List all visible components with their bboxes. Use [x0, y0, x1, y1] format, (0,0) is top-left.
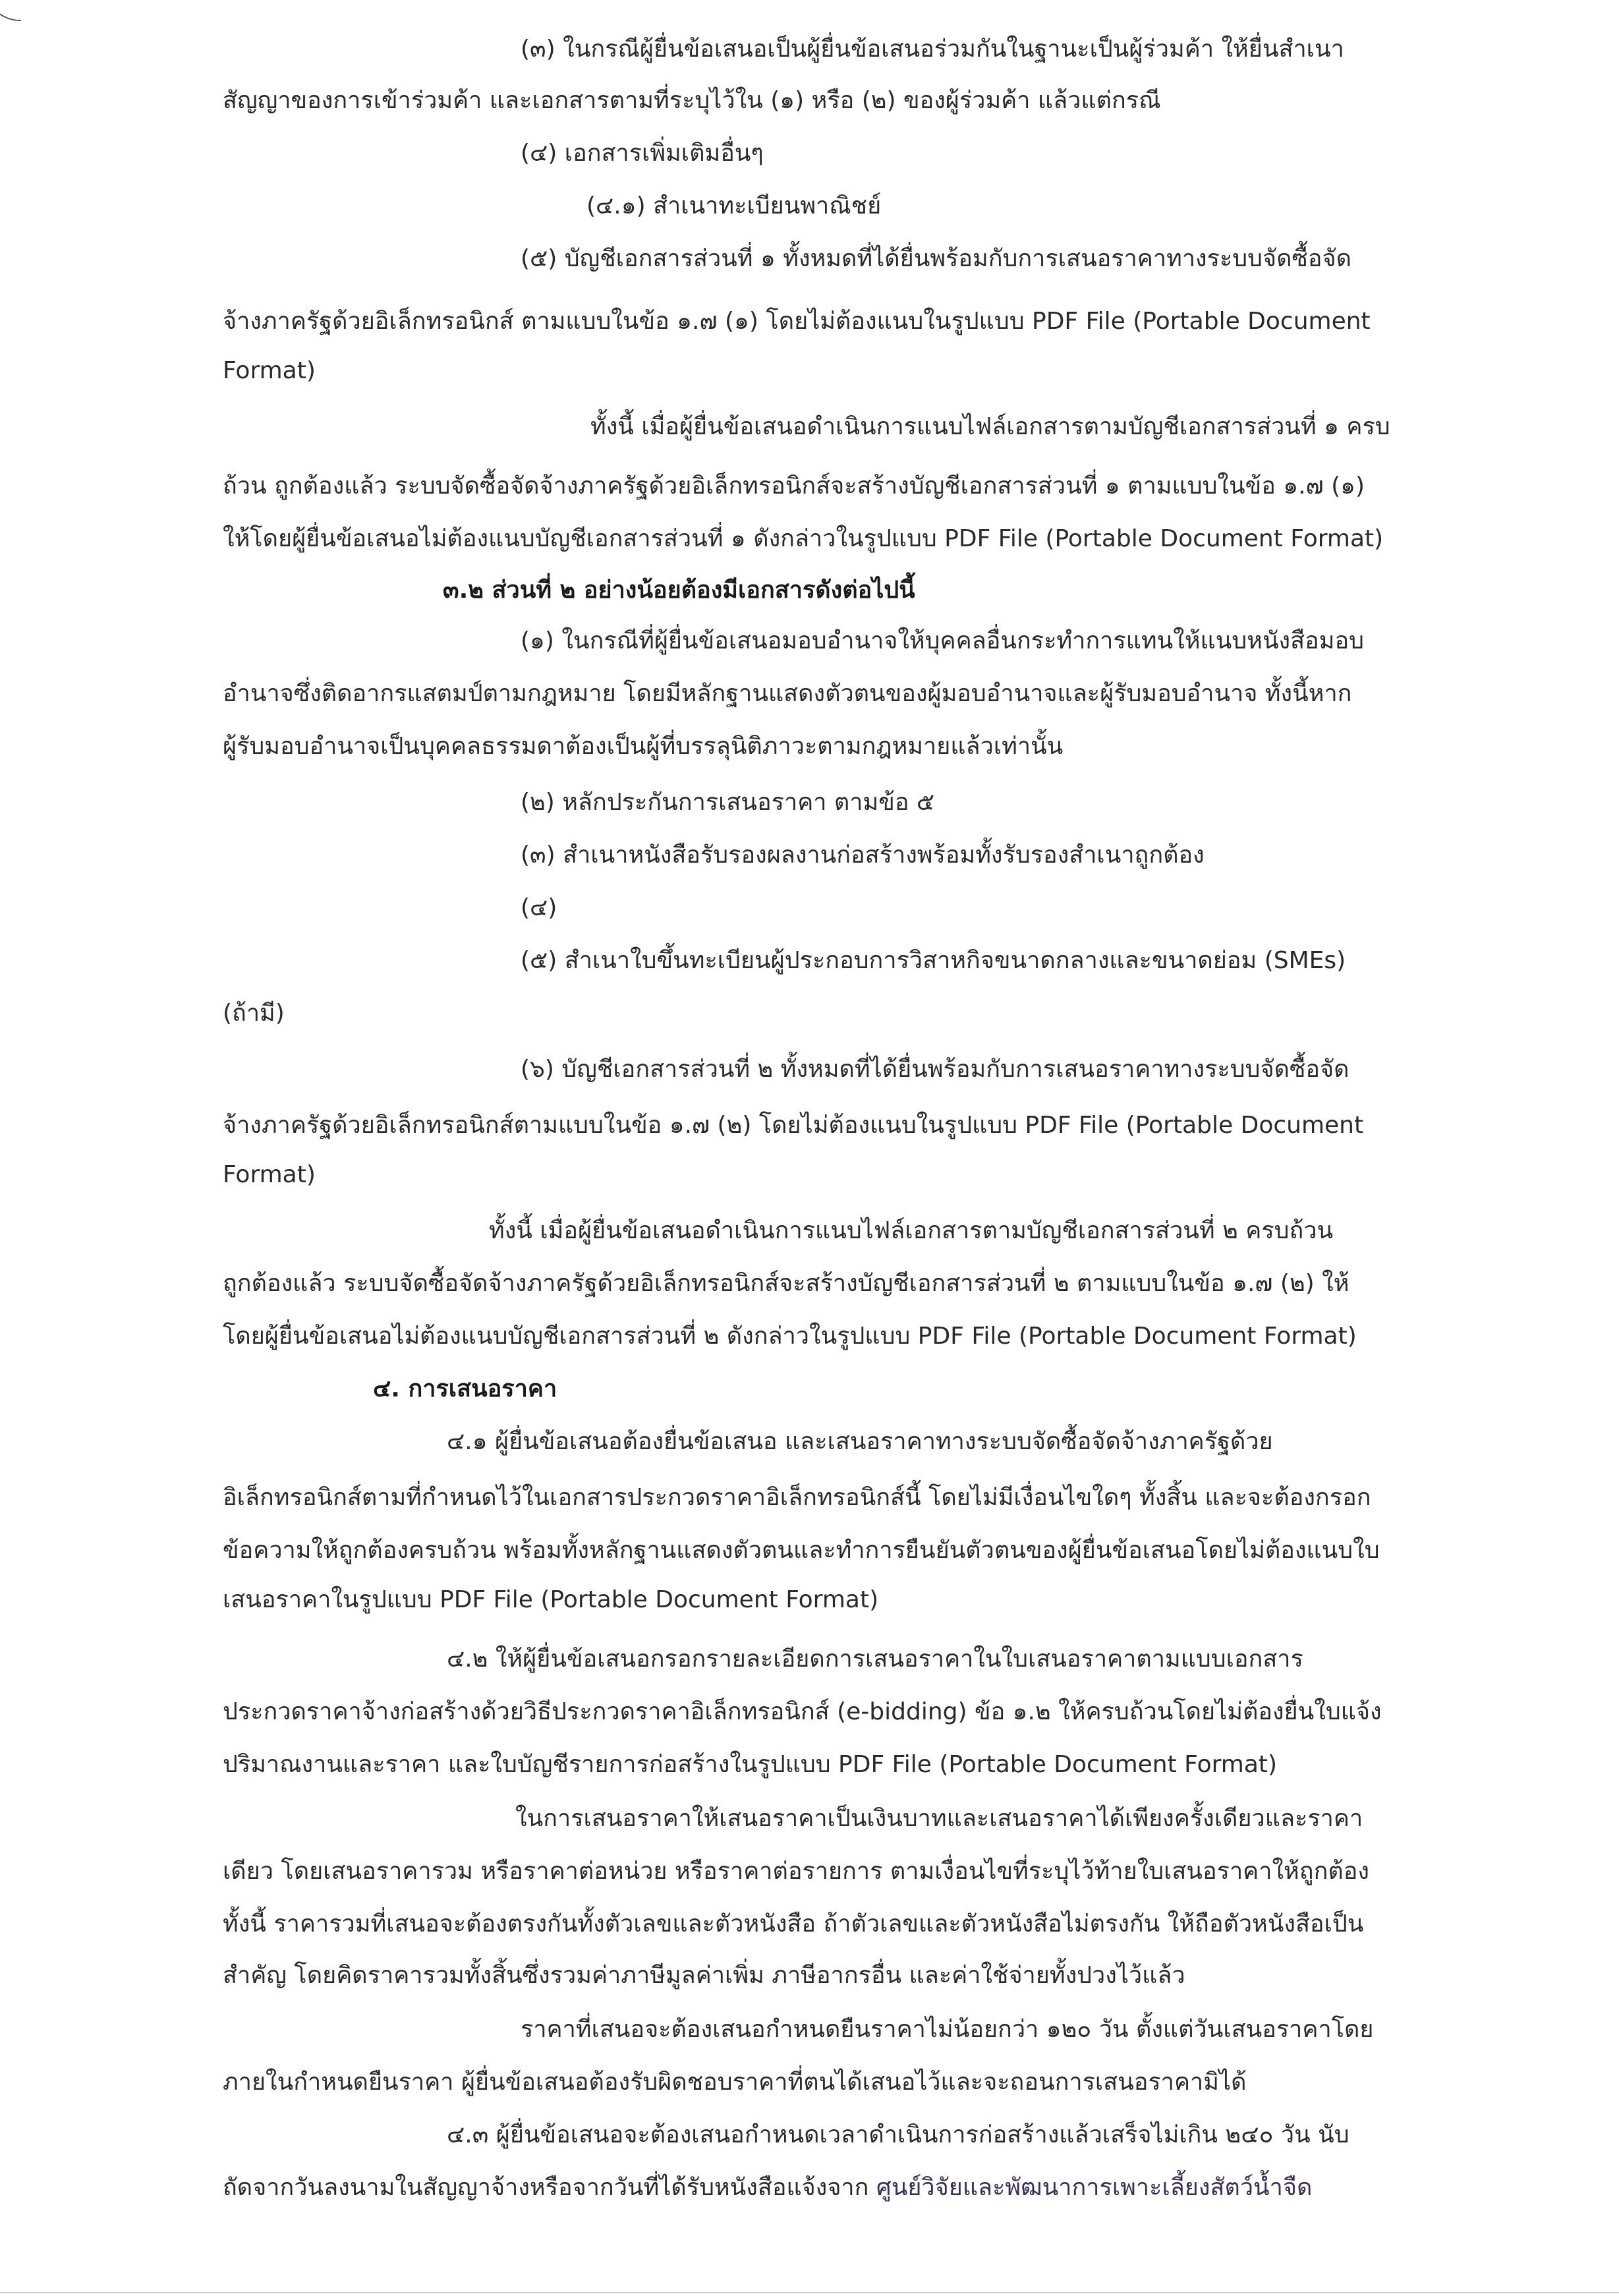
- text-line: ให้โดยผู้ยื่นข้อเสนอไม่ต้องแนบบัญชีเอกสารส่วนที่ ๑ ดังกล่าวในรูปแบบ PDF File (Portable Document Format): [223, 525, 1384, 552]
- text-line: จ้างภาครัฐด้วยอิเล็กทรอนิกส์ ตามแบบในข้อ ๑.๗ (๑) โดยไม่ต้องแนบในรูปแบบ PDF File (Portable Document: [223, 308, 1371, 335]
- text-line: อิเล็กทรอนิกส์ตามที่กำหนดไว้ในเอกสารประกวดราคาอิเล็กทรอนิกส์นี้ โดยไม่มีเงื่อนไขใดๆ ทั้งสิ้น และจะต้องกรอก: [223, 1484, 1371, 1511]
- text-line: (๔) เอกสารเพิ่มเติมอื่นๆ: [521, 140, 764, 167]
- text-line: ๔.๓ ผู้ยื่นข้อเสนอจะต้องเสนอกำหนดเวลาดำเนินการก่อสร้างแล้วเสร็จไม่เกิน ๒๔๐ วัน นับ: [447, 2121, 1349, 2148]
- scan-corner-mark: [0, 0, 21, 21]
- text-line: ในการเสนอราคาให้เสนอราคาเป็นเงินบาทและเสนอราคาได้เพียงครั้งเดียวและราคา: [515, 1805, 1363, 1832]
- text-line: ข้อความให้ถูกต้องครบถ้วน พร้อมทั้งหลักฐานแสดงตัวตนและทำการยืนยันตัวตนของผู้ยื่นข้อเสนอโดยไม่ต้องแนบใบ: [223, 1537, 1380, 1564]
- text-line: (๓) สำเนาหนังสือรับรองผลงานก่อสร้างพร้อมทั้งรับรองสำเนาถูกต้อง: [521, 842, 1205, 869]
- text-line: (๓) ในกรณีผู้ยื่นข้อเสนอเป็นผู้ยื่นข้อเสนอร่วมกันในฐานะเป็นผู้ร่วมค้า ให้ยื่นสำเนา: [521, 36, 1344, 63]
- page-bottom-edge: [0, 2292, 1619, 2293]
- text-line: โดยผู้ยื่นข้อเสนอไม่ต้องแนบบัญชีเอกสารส่วนที่ ๒ ดังกล่าวในรูปแบบ PDF File (Portable Document Format): [223, 1323, 1357, 1350]
- text-line: เสนอราคาในรูปแบบ PDF File (Portable Document Format): [223, 1586, 879, 1613]
- text-line: จ้างภาครัฐด้วยอิเล็กทรอนิกส์ตามแบบในข้อ ๑.๗ (๒) โดยไม่ต้องแนบในรูปแบบ PDF File (Portable Document: [223, 1112, 1364, 1139]
- text-line: (๖) บัญชีเอกสารส่วนที่ ๒ ทั้งหมดที่ได้ยื่นพร้อมกับการเสนอราคาทางระบบจัดซื้อจัด: [521, 1056, 1349, 1083]
- text-line: ราคาที่เสนอจะต้องเสนอกำหนดยืนราคาไม่น้อยกว่า ๑๒๐ วัน ตั้งแต่วันเสนอราคาโดย: [521, 2016, 1374, 2043]
- text-line: (๕) บัญชีเอกสารส่วนที่ ๑ ทั้งหมดที่ได้ยื่นพร้อมกับการเสนอราคาทางระบบจัดซื้อจัด: [521, 245, 1351, 272]
- text-line: (๔): [521, 894, 557, 921]
- section-heading: ๔. การเสนอราคา: [373, 1375, 557, 1402]
- text-line: ถูกต้องแล้ว ระบบจัดซื้อจัดจ้างภาครัฐด้วยอิเล็กทรอนิกส์จะสร้างบัญชีเอกสารส่วนที่ ๒ ตามแบบในข้อ ๑.๗ (๒) ให้: [223, 1270, 1349, 1297]
- text-line: ทั้งนี้ เมื่อผู้ยื่นข้อเสนอดำเนินการแนบไฟล์เอกสารตามบัญชีเอกสารส่วนที่ ๑ ครบ: [590, 413, 1390, 440]
- text-line: ผู้รับมอบอำนาจเป็นบุคคลธรรมดาต้องเป็นผู้ที่บรรลุนิติภาวะตามกฎหมายแล้วเท่านั้น: [223, 733, 1064, 760]
- text-line: (๒) หลักประกันการเสนอราคา ตามข้อ ๕: [521, 789, 935, 816]
- text-line: ถ้วน ถูกต้องแล้ว ระบบจัดซื้อจัดจ้างภาครัฐด้วยอิเล็กทรอนิกส์จะสร้างบัญชีเอกสารส่วนที่ ๑ ตามแบบในข้อ ๑.๗ (๑): [223, 473, 1365, 500]
- text-line: สัญญาของการเข้าร่วมค้า และเอกสารตามที่ระบุไว้ใน (๑) หรือ (๒) ของผู้ร่วมค้า แล้วแต่กรณี: [223, 87, 1161, 114]
- text-line: (๕) สำเนาใบขึ้นทะเบียนผู้ประกอบการวิสาหกิจขนาดกลางและขนาดย่อม (SMEs): [521, 947, 1346, 974]
- text-line: Format): [223, 357, 316, 384]
- agency-name: ศูนย์วิจัยและพัฒนาการเพาะเลี้ยงสัตว์น้ำจืด: [876, 2174, 1313, 2201]
- text-line: สำคัญ โดยคิดราคารวมทั้งสิ้นซึ่งรวมค่าภาษีมูลค่าเพิ่ม ภาษีอากรอื่น และค่าใช้จ่ายทั้งปวงไว้แล้ว: [223, 1962, 1185, 1989]
- section-heading: ๓.๒ ส่วนที่ ๒ อย่างน้อยต้องมีเอกสารดังต่อไปนี้: [443, 577, 915, 604]
- text-line: ๔.๑ ผู้ยื่นข้อเสนอต้องยื่นข้อเสนอ และเสนอราคาทางระบบจัดซื้อจัดจ้างภาครัฐด้วย: [447, 1428, 1273, 1455]
- text-line: ปริมาณงานและราคา และใบบัญชีรายการก่อสร้างในรูปแบบ PDF File (Portable Document Format): [223, 1751, 1278, 1778]
- text-segment: ถัดจากวันลงนามในสัญญาจ้างหรือจากวันที่ได้รับหนังสือแจ้งจาก: [223, 2174, 876, 2201]
- text-line: [223, 2169, 1312, 2206]
- text-line: (๑) ในกรณีที่ผู้ยื่นข้อเสนอมอบอำนาจให้บุคคลอื่นกระทำการแทนให้แนบหนังสือมอบ: [521, 627, 1364, 654]
- text-line: (ถ้ามี): [223, 1000, 285, 1027]
- text-line: Format): [223, 1161, 316, 1188]
- text-line: ทั้งนี้ เมื่อผู้ยื่นข้อเสนอดำเนินการแนบไฟล์เอกสารตามบัญชีเอกสารส่วนที่ ๒ ครบถ้วน: [489, 1217, 1334, 1244]
- text-line: (๔.๑) สำเนาทะเบียนพาณิชย์: [586, 192, 882, 219]
- text-line: ภายในกำหนดยืนราคา ผู้ยื่นข้อเสนอต้องรับผิดชอบราคาที่ตนได้เสนอไว้และจะถอนการเสนอราคามิได้: [223, 2069, 1247, 2096]
- text-line: เดียว โดยเสนอราคารวม หรือราคาต่อหน่วย หรือราคาต่อรายการ ตามเงื่อนไขที่ระบุไว้ท้ายใบเสนอราคาให้ถูกต้อง: [223, 1858, 1369, 1885]
- text-line: อำนาจซึ่งติดอากรแสตมป์ตามกฎหมาย โดยมีหลักฐานแสดงตัวตนของผู้มอบอำนาจและผู้รับมอบอำนาจ ทั้งนี้หาก: [223, 680, 1352, 707]
- text-line: ๔.๒ ให้ผู้ยื่นข้อเสนอกรอกรายละเอียดการเสนอราคาในใบเสนอราคาตามแบบเอกสาร: [447, 1646, 1303, 1673]
- text-line: ทั้งนี้ ราคารวมที่เสนอจะต้องตรงกันทั้งตัวเลขและตัวหนังสือ ถ้าตัวเลขและตัวหนังสือไม่ตรงกัน ให้ถือตัวหนังสือเป็น: [223, 1910, 1364, 1937]
- text-line: ประกวดราคาจ้างก่อสร้างด้วยวิธีประกวดราคาอิเล็กทรอนิกส์ (e-bidding) ข้อ ๑.๒ ให้ครบถ้วนโดยไม่ต้องยื่นใบแจ้ง: [223, 1698, 1382, 1725]
